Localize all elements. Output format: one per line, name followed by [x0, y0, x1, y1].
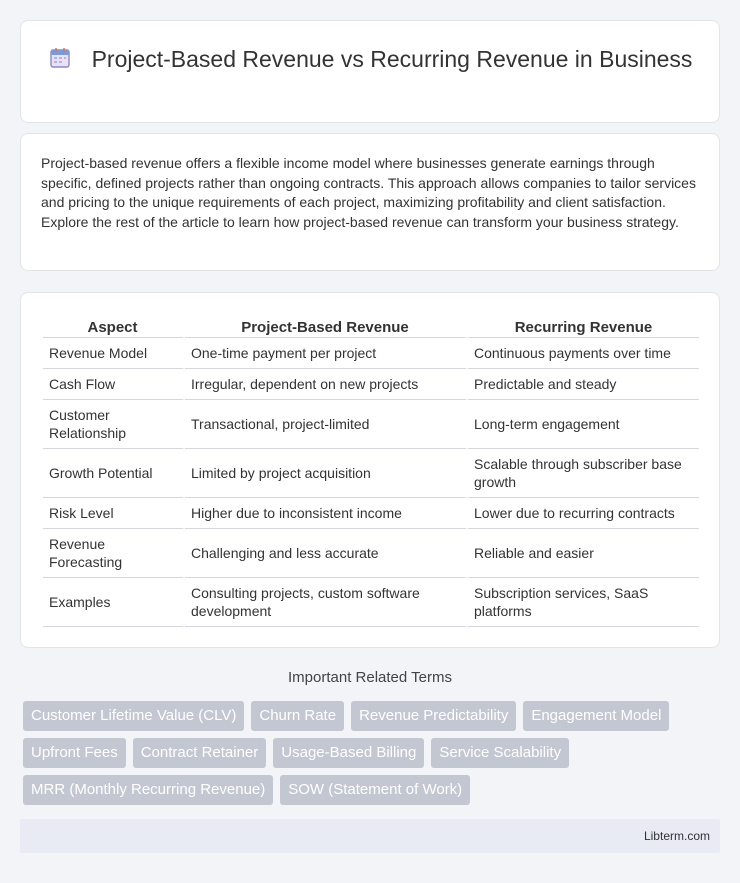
table-cell: Customer Relationship	[43, 400, 185, 449]
table-cell: Long-term engagement	[468, 400, 699, 449]
intro-paragraph: Project-based revenue offers a flexible income model where businesses generate earnings through specific, defined projects rather than ongoing contracts. This approach allows companies to tailor services and pricing to the unique requirements of each project, maximizing profitability and client satisfaction. Explore the rest of the article to learn how project-based revenue can transform your business strategy.	[41, 155, 696, 230]
tag-row	[23, 738, 569, 768]
table-cell: Growth Potential	[43, 449, 185, 498]
table-cell: Scalable through subscriber base growth	[468, 449, 699, 498]
tag-mrr[interactable]: MRR (Monthly Recurring Revenue)	[23, 775, 273, 805]
table-row	[43, 338, 699, 369]
header-project-based: Project-Based Revenue	[185, 313, 468, 338]
tag-churn-rate[interactable]: Churn Rate	[251, 701, 344, 731]
table-cell: Continuous payments over time	[468, 338, 699, 369]
table-cell: Examples	[43, 578, 185, 627]
table-row	[43, 369, 699, 400]
comparison-card	[20, 292, 720, 648]
tag-contract-retainer[interactable]: Contract Retainer	[133, 738, 267, 768]
tag-engagement-model[interactable]: Engagement Model	[523, 701, 669, 731]
header-aspect: Aspect	[43, 313, 185, 338]
table-cell: One-time payment per project	[185, 338, 468, 369]
table-cell: Irregular, dependent on new projects	[185, 369, 468, 400]
table-row	[43, 449, 699, 498]
table-row	[43, 578, 699, 627]
calendar-icon	[48, 46, 72, 70]
tag-row	[23, 775, 470, 805]
footer-site-link[interactable]: Libterm.com	[643, 829, 710, 843]
page-title-wrap	[21, 45, 719, 74]
tag-usage-based-billing[interactable]: Usage-Based Billing	[273, 738, 424, 768]
table-cell: Subscription services, SaaS platforms	[468, 578, 699, 627]
table-row	[43, 529, 699, 578]
table-cell: Transactional, project-limited	[185, 400, 468, 449]
title-card	[20, 20, 720, 123]
tag-revenue-predictability[interactable]: Revenue Predictability	[351, 701, 516, 731]
related-terms-heading: Important Related Terms	[288, 669, 452, 686]
tag-sow[interactable]: SOW (Statement of Work)	[280, 775, 470, 805]
tag-clv[interactable]: Customer Lifetime Value (CLV)	[23, 701, 244, 731]
table-cell: Risk Level	[43, 498, 185, 529]
intro-card	[20, 133, 720, 271]
table-cell: Challenging and less accurate	[185, 529, 468, 578]
header-recurring: Recurring Revenue	[468, 313, 699, 338]
page-title: Project-Based Revenue vs Recurring Revenue in Business	[91, 46, 693, 72]
table-cell: Consulting projects, custom software development	[185, 578, 468, 627]
table-cell: Higher due to inconsistent income	[185, 498, 468, 529]
table-header-row	[43, 313, 699, 338]
table-cell: Revenue Forecasting	[43, 529, 185, 578]
table-row	[43, 498, 699, 529]
table-cell: Reliable and easier	[468, 529, 699, 578]
table-cell: Predictable and steady	[468, 369, 699, 400]
table-cell: Revenue Model	[43, 338, 185, 369]
tag-service-scalability[interactable]: Service Scalability	[431, 738, 569, 768]
footer	[20, 819, 720, 853]
table-cell: Lower due to recurring contracts	[468, 498, 699, 529]
tag-upfront-fees[interactable]: Upfront Fees	[23, 738, 126, 768]
comparison-table	[43, 313, 699, 627]
tag-row	[23, 701, 669, 731]
table-cell: Cash Flow	[43, 369, 185, 400]
table-cell: Limited by project acquisition	[185, 449, 468, 498]
table-row	[43, 400, 699, 449]
